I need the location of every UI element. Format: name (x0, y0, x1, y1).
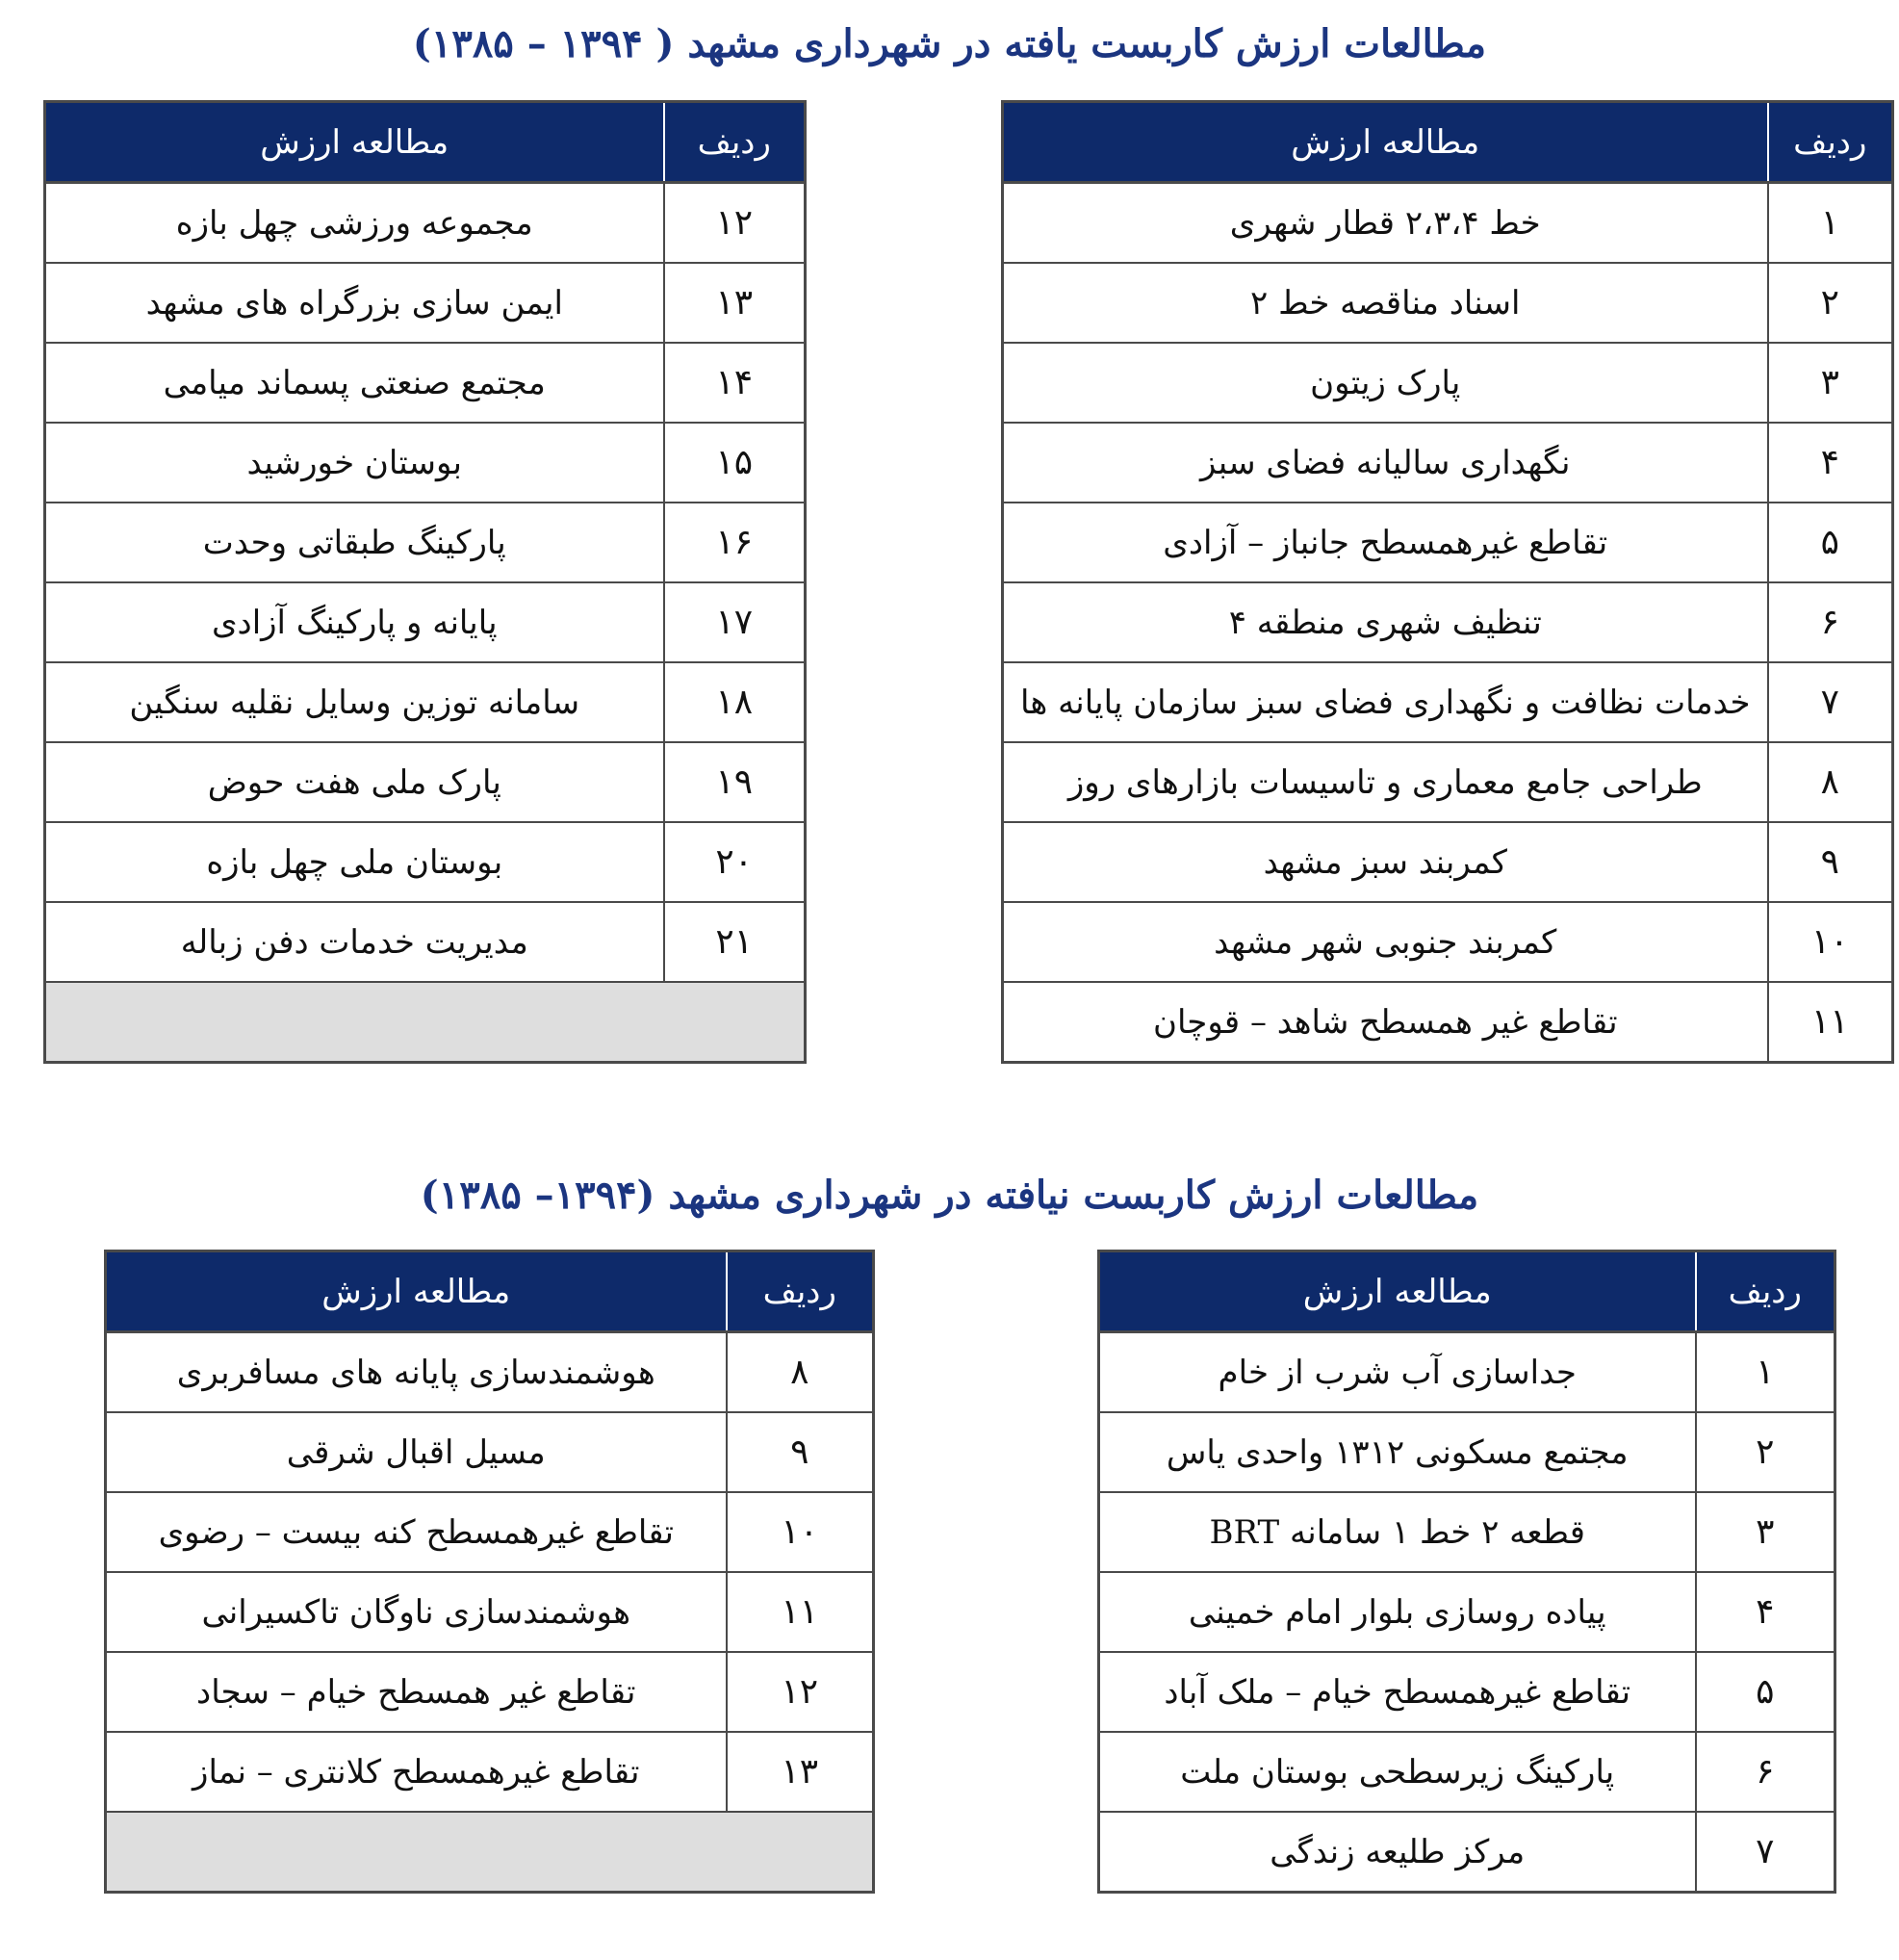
study-name: اسناد مناقصه خط ۲ (1003, 263, 1768, 343)
study-name: تقاطع غیرهمسطح کنه بیست – رضوی (106, 1492, 727, 1572)
study-name: طراحی جامع معماری و تاسیسات بازارهای روز (1003, 742, 1768, 822)
row-number: ۱۳ (664, 263, 806, 343)
row-number: ۱۹ (664, 742, 806, 822)
study-name: پارکینگ طبقاتی وحدت (45, 503, 664, 582)
table-row (1099, 1572, 1835, 1652)
row-number: ۱۸ (664, 662, 806, 742)
study-name: بوستان خورشید (45, 423, 664, 503)
row-number-header: ردیف (727, 1251, 874, 1332)
study-name: مجموعه ورزشی چهل بازه (45, 183, 664, 264)
row-number-header: ردیف (1768, 102, 1893, 183)
row-number: ۴ (1768, 423, 1893, 503)
study-name: تقاطع غیر همسطح شاهد – قوچان (1003, 982, 1768, 1063)
study-name: قطعه ۲ خط ۱ سامانه BRT (1099, 1492, 1696, 1572)
row-number: ۵ (1696, 1652, 1835, 1732)
row-number: ۱۲ (664, 183, 806, 264)
empty-filler-row (45, 982, 806, 1063)
table-row (1003, 263, 1893, 343)
row-number: ۱۰ (1768, 902, 1893, 982)
table-row (45, 343, 806, 423)
table-row (45, 183, 806, 264)
study-name: پارکینگ زیرسطحی بوستان ملت (1099, 1732, 1696, 1812)
row-number: ۲۱ (664, 902, 806, 982)
study-name: جداسازی آب شرب از خام (1099, 1332, 1696, 1413)
row-number: ۲ (1768, 263, 1893, 343)
empty-filler-cell (45, 982, 806, 1063)
row-number: ۴ (1696, 1572, 1835, 1652)
study-name: ایمن سازی بزرگراه های مشهد (45, 263, 664, 343)
row-number: ۱۲ (727, 1652, 874, 1732)
row-number: ۲ (1696, 1412, 1835, 1492)
study-name: پایانه و پارکینگ آزادی (45, 582, 664, 662)
table-row (106, 1412, 874, 1492)
study-name: خط ۲،۳،۴ قطار شهری (1003, 183, 1768, 264)
row-number-header: ردیف (1696, 1251, 1835, 1332)
study-name-header: مطالعه ارزش (45, 102, 664, 183)
table-row (1003, 742, 1893, 822)
row-number: ۳ (1768, 343, 1893, 423)
study-name: هوشمندسازی ناوگان تاکسیرانی (106, 1572, 727, 1652)
row-number: ۶ (1696, 1732, 1835, 1812)
row-number: ۱۶ (664, 503, 806, 582)
row-number: ۱۱ (1768, 982, 1893, 1063)
row-number: ۱ (1768, 183, 1893, 264)
applied-right-table (1001, 100, 1894, 1064)
table-row (1099, 1412, 1835, 1492)
row-number: ۱ (1696, 1332, 1835, 1413)
table-row (45, 822, 806, 902)
study-name: تقاطع غیرهمسطح کلانتری – نماز (106, 1732, 727, 1812)
table-row (106, 1492, 874, 1572)
table-row (106, 1652, 874, 1732)
study-name: سامانه توزین وسایل نقلیه سنگین (45, 662, 664, 742)
study-name-header: مطالعه ارزش (106, 1251, 727, 1332)
table-row (1003, 343, 1893, 423)
table-row (45, 902, 806, 982)
table-row (1099, 1812, 1835, 1893)
study-name: تقاطع غیر همسطح خیام – سجاد (106, 1652, 727, 1732)
not-applied-left-table (104, 1250, 875, 1894)
row-number: ۱۱ (727, 1572, 874, 1652)
table-row (45, 423, 806, 503)
applied-section-title: مطالعات ارزش کاربست یافته در شهرداری مشهد ( ۱۳۹۴ – ۱۳۸۵) (412, 21, 1487, 66)
table-row (45, 662, 806, 742)
study-name-header: مطالعه ارزش (1099, 1251, 1696, 1332)
study-name: تنظیف شهری منطقه ۴ (1003, 582, 1768, 662)
table-row (1099, 1732, 1835, 1812)
row-number: ۱۷ (664, 582, 806, 662)
row-number: ۹ (1768, 822, 1893, 902)
study-name: مسیل اقبال شرقی (106, 1412, 727, 1492)
study-name: پارک زیتون (1003, 343, 1768, 423)
study-name: خدمات نظافت و نگهداری فضای سبز سازمان پایانه ها (1003, 662, 1768, 742)
row-number: ۲۰ (664, 822, 806, 902)
row-number: ۸ (727, 1332, 874, 1413)
table-row (1003, 582, 1893, 662)
study-name: مجتمع صنعتی پسماند میامی (45, 343, 664, 423)
study-name: مرکز طلیعه زندگی (1099, 1812, 1696, 1893)
table-row (1003, 982, 1893, 1063)
empty-filler-cell (106, 1812, 874, 1893)
table-row (106, 1732, 874, 1812)
study-name: هوشمندسازی پایانه های مسافربری (106, 1332, 727, 1413)
row-number: ۱۴ (664, 343, 806, 423)
row-number-header: ردیف (664, 102, 806, 183)
study-name: پارک ملی هفت حوض (45, 742, 664, 822)
table-row (1003, 662, 1893, 742)
row-number: ۸ (1768, 742, 1893, 822)
table-row (1099, 1332, 1835, 1413)
study-name-header: مطالعه ارزش (1003, 102, 1768, 183)
row-number: ۶ (1768, 582, 1893, 662)
table-row (1003, 822, 1893, 902)
empty-filler-row (106, 1812, 874, 1893)
study-name: مجتمع مسکونی ۱۳۱۲ واحدی یاس (1099, 1412, 1696, 1492)
table-row (45, 582, 806, 662)
table-row (1003, 183, 1893, 264)
row-number: ۱۵ (664, 423, 806, 503)
row-number: ۳ (1696, 1492, 1835, 1572)
table-row (106, 1332, 874, 1413)
study-name: بوستان ملی چهل بازه (45, 822, 664, 902)
table-row (45, 263, 806, 343)
row-number: ۷ (1696, 1812, 1835, 1893)
row-number: ۱۳ (727, 1732, 874, 1812)
row-number: ۵ (1768, 503, 1893, 582)
study-name: مدیریت خدمات دفن زباله (45, 902, 664, 982)
study-name: کمربند سبز مشهد (1003, 822, 1768, 902)
study-name: کمربند جنوبی شهر مشهد (1003, 902, 1768, 982)
table-row (1099, 1652, 1835, 1732)
study-name: نگهداری سالیانه فضای سبز (1003, 423, 1768, 503)
table-row (1099, 1492, 1835, 1572)
not-applied-right-table (1097, 1250, 1836, 1894)
study-name: تقاطع غیرهمسطح خیام – ملک آباد (1099, 1652, 1696, 1732)
table-row (106, 1572, 874, 1652)
table-row (1003, 423, 1893, 503)
row-number: ۹ (727, 1412, 874, 1492)
table-row (1003, 503, 1893, 582)
table-row (1003, 902, 1893, 982)
row-number: ۱۰ (727, 1492, 874, 1572)
applied-left-table (43, 100, 807, 1064)
table-row (45, 503, 806, 582)
study-name: تقاطع غیرهمسطح جانباز – آزادی (1003, 503, 1768, 582)
row-number: ۷ (1768, 662, 1893, 742)
table-row (45, 742, 806, 822)
study-name: پیاده روسازی بلوار امام خمینی (1099, 1572, 1696, 1652)
not-applied-section-title: مطالعات ارزش کاربست نیافته در شهرداری مشهد (۱۳۹۴– ۱۳۸۵) (420, 1173, 1479, 1218)
